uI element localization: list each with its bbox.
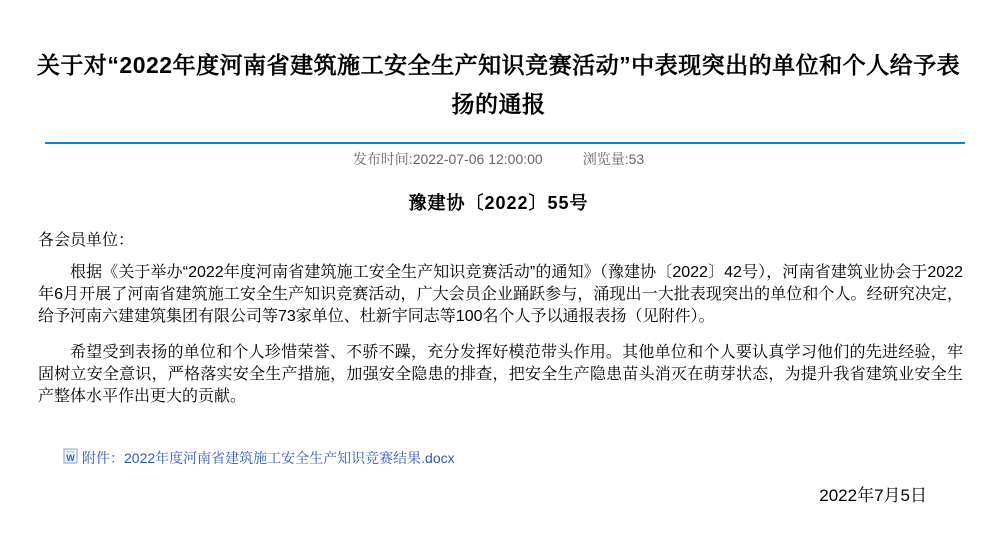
publish-time-label: 发布时间: [352, 151, 413, 167]
salutation: 各会员单位： [38, 232, 135, 249]
attachment-link[interactable]: 附件：2022年度河南省建筑施工安全生产知识竞赛结果.docx [82, 450, 455, 466]
title-divider [45, 142, 965, 144]
document-number: 豫建协〔2022〕55号 [408, 193, 589, 213]
views-label: 浏览量: [582, 151, 629, 167]
attachment-row [63, 448, 963, 468]
paragraph-2: 希望受到表扬的单位和个人珍惜荣誉、不骄不躁，充分发挥好模范带头作用。其他单位和个人要认真学习他们的先进经验，牢固树立安全意识，严格落实安全生产措施，加强安全隐患的排查，把安全生产隐患苗头消灭在萌芽状态，为提升我省建筑业安全生产整体水平作出更大的贡献。 [38, 344, 963, 405]
paragraph-1: 根据《关于举办“2022年度河南省建筑施工安全生产知识竞赛活动”的通知》（豫建协〔2022〕42号），河南省建筑业协会于2022年6月开展了河南省建筑施工安全生产知识竞赛活动，广大会员企业踊跃参与，涌现出一大批表现突出的单位和个人。经研究决定，给予河南六建建筑集团有限公司等73家单位、杜新宇同志等100名个人予以通报表扬（见附件）。 [38, 264, 963, 325]
word-doc-icon [63, 448, 78, 468]
publish-time-value: 2022-07-06 12:00:00 [412, 151, 543, 167]
meta-row [0, 150, 997, 168]
page-title: 关于对“2022年度河南省建筑施工安全生产知识竞赛活动”中表现突出的单位和个人给予表扬的通报 [36, 52, 961, 117]
views-value: 53 [628, 151, 645, 167]
svg-text:W: W [66, 453, 75, 463]
document-date: 2022年7月5日 [819, 486, 927, 505]
notice-body [38, 230, 963, 506]
